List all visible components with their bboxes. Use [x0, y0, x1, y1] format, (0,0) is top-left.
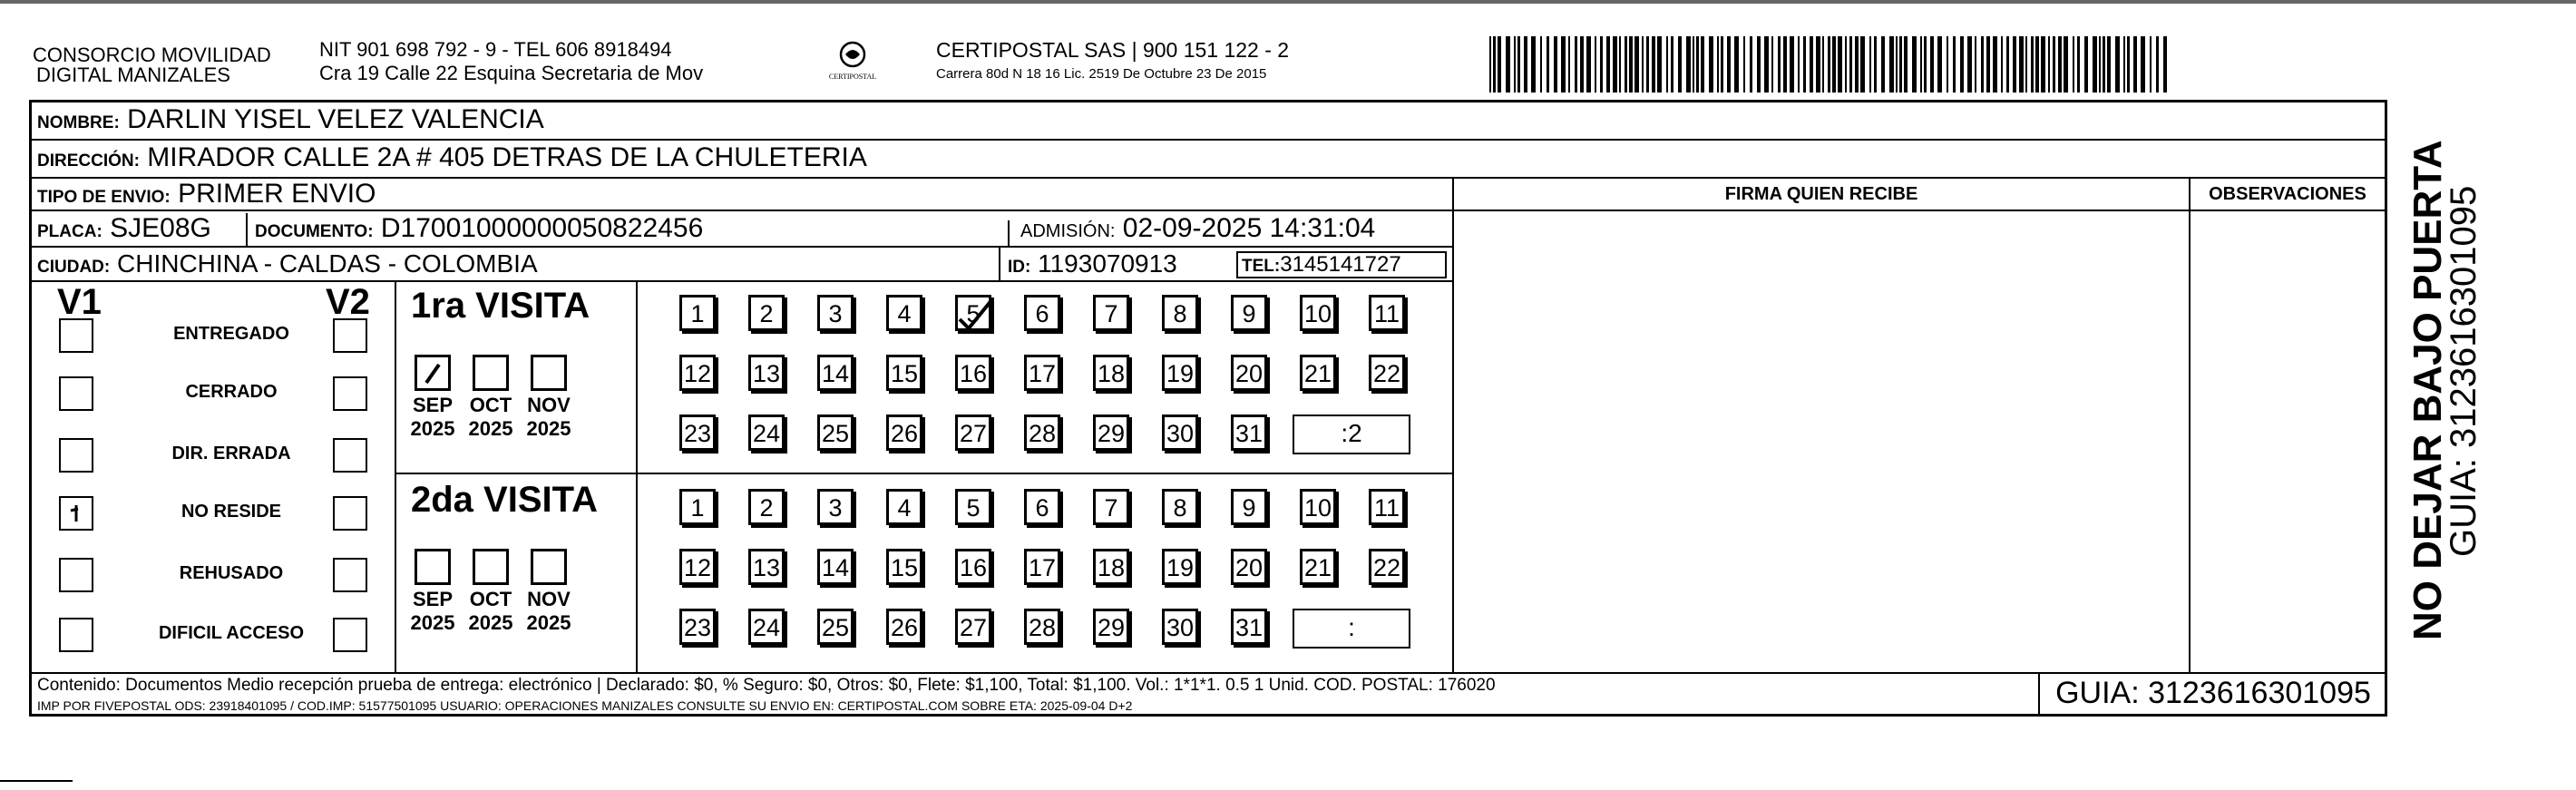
logo-text: CERTIPOSTAL	[828, 73, 877, 81]
v1-checkbox-5[interactable]	[59, 558, 93, 592]
visit1-day-18[interactable]: 18	[1093, 355, 1129, 391]
signature-header: FIRMA QUIEN RECIBE	[1452, 179, 2189, 211]
v2-checkbox-2[interactable]	[333, 376, 367, 411]
visit1-day-13[interactable]: 13	[748, 355, 785, 391]
visit1-day-7[interactable]: 7	[1093, 295, 1129, 331]
visit2-day-20[interactable]: 20	[1231, 549, 1267, 585]
footer-guide: GUIA: 3123616301095	[2055, 676, 2371, 710]
name-label: NOMBRE:	[37, 113, 120, 132]
status-label-5: REHUSADO	[179, 563, 284, 583]
send-type-value: PRIMER ENVIO	[178, 179, 376, 209]
send-type-row	[32, 179, 1452, 211]
name-row	[32, 102, 2385, 141]
observations-header: OBSERVACIONES	[2189, 179, 2385, 211]
visit2-day-11[interactable]: 11	[1369, 489, 1405, 525]
visit1-month-box-nov[interactable]	[531, 355, 567, 391]
visit1-day-10[interactable]: 10	[1300, 295, 1336, 331]
document-value: D17001000000050822456	[380, 213, 704, 243]
visit1-day-19[interactable]: 19	[1162, 355, 1198, 391]
shipping-form	[29, 100, 2387, 717]
v1-checkbox-1[interactable]	[59, 318, 93, 353]
visit1-day-9[interactable]: 9	[1231, 295, 1267, 331]
company-name-line2: DIGITAL MANIZALES	[36, 63, 230, 86]
footer-content-line: Contenido: Documentos Medio recepción prueba de entrega: electrónico | Declarado: $0, % Seguro: $0, Otros: $0, Flete: $1,100, Total: $1,100. Vol.: 1*1*1. 0.5 1 Unid. COD. POSTAL: 176020	[37, 676, 1496, 695]
visit1-day-11[interactable]: 11	[1369, 295, 1405, 331]
visit1-day-25[interactable]: 25	[817, 415, 854, 451]
visit2-month-box-oct[interactable]	[473, 549, 509, 585]
footer-print-line: IMP POR FIVEPOSTAL ODS: 23918401095 / COD.IMP: 51577501095 USUARIO: OPERACIONES MANIZALES CONSULTE SU ENVIO EN: CERTIPOSTAL.COM SOBRE ETA: 2025-09-04 D+2	[37, 698, 1133, 713]
visit2-day-19[interactable]: 19	[1162, 549, 1198, 585]
status-label-1: ENTREGADO	[173, 324, 289, 344]
visit1-day-20[interactable]: 20	[1231, 355, 1267, 391]
visit1-day-14[interactable]: 14	[817, 355, 854, 391]
visit1-day-31[interactable]: 31	[1231, 415, 1267, 451]
v2-checkbox-3[interactable]	[333, 438, 367, 473]
visit2-day-7[interactable]: 7	[1093, 489, 1129, 525]
carrier-line1: CERTIPOSTAL SAS | 900 151 122 - 2	[936, 38, 1290, 62]
visit1-day-26[interactable]: 26	[886, 415, 922, 451]
tel-label: TEL:	[1242, 257, 1281, 276]
admission-label: ADMISIÓN:	[1020, 221, 1116, 241]
visit2-day-29[interactable]: 29	[1093, 609, 1129, 645]
send-type-label: TIPO DE ENVIO:	[37, 188, 171, 207]
address-label: DIRECCIÓN:	[37, 151, 140, 171]
visit2-day-17[interactable]: 17	[1024, 549, 1060, 585]
visit1-day-5[interactable]: 5	[955, 295, 991, 331]
visit1-day-3[interactable]: 3	[817, 295, 854, 331]
visit1-month-label: SEP	[412, 394, 454, 416]
visit2-day-12[interactable]: 12	[679, 549, 716, 585]
visit2-day-13[interactable]: 13	[748, 549, 785, 585]
cut-line-top	[0, 0, 2576, 4]
visit2-month-box-sep[interactable]	[415, 549, 451, 585]
visit2-day-24[interactable]: 24	[748, 609, 785, 645]
v1-checkbox-6[interactable]	[59, 618, 93, 652]
visit2-day-4[interactable]: 4	[886, 489, 922, 525]
visit1-time-box[interactable]	[1293, 415, 1410, 454]
visit2-day-23[interactable]: 23	[679, 609, 716, 645]
visit2-day-16[interactable]: 16	[955, 549, 991, 585]
v2-header: V2	[326, 282, 370, 322]
visit1-day-12[interactable]: 12	[679, 355, 716, 391]
v1-checkbox-4[interactable]	[59, 496, 93, 531]
visit1-year-label: 2025	[526, 417, 571, 440]
visit1-day-27[interactable]: 27	[955, 415, 991, 451]
barcode	[1489, 36, 2170, 93]
visit1-day-17[interactable]: 17	[1024, 355, 1060, 391]
visit2-day-9[interactable]: 9	[1231, 489, 1267, 525]
visit2-day-15[interactable]: 15	[886, 549, 922, 585]
visit1-day-8[interactable]: 8	[1162, 295, 1198, 331]
visit2-day-6[interactable]: 6	[1024, 489, 1060, 525]
city-label: CIUDAD:	[37, 258, 111, 277]
id-label: ID:	[1008, 258, 1031, 277]
visit1-day-16[interactable]: 16	[955, 355, 991, 391]
second-visit-title: 2da VISITA	[411, 480, 598, 520]
tel-value: 3145141727	[1280, 252, 1401, 277]
visit2-month-label: OCT	[469, 588, 512, 610]
admission-value: 02-09-2025 14:31:04	[1122, 213, 1376, 243]
side-guide: GUIA: 3123616301095	[2444, 185, 2483, 557]
status-label-6: DIFICIL ACCESO	[158, 623, 304, 643]
v2-checkbox-4[interactable]	[333, 496, 367, 531]
visit2-day-30[interactable]: 30	[1162, 609, 1198, 645]
visit2-year-label: 2025	[468, 611, 513, 634]
visit1-day-29[interactable]: 29	[1093, 415, 1129, 451]
visit1-day-23[interactable]: 23	[679, 415, 716, 451]
visit2-day-28[interactable]: 28	[1024, 609, 1060, 645]
visit2-day-10[interactable]: 10	[1300, 489, 1336, 525]
v2-checkbox-1[interactable]	[333, 318, 367, 353]
visit1-day-2[interactable]: 2	[748, 295, 785, 331]
address-line: Cra 19 Calle 22 Esquina Secretaria de Mov	[319, 62, 704, 84]
visit2-day-1[interactable]: 1	[679, 489, 716, 525]
v1-checkbox-3[interactable]	[59, 438, 93, 473]
visit1-time-value: :2	[1341, 419, 1362, 447]
visit2-month-label: NOV	[527, 588, 571, 610]
side-warning: NO DEJAR BAJO PUERTA	[2405, 140, 2450, 640]
city-value: CHINCHINA - CALDAS - COLOMBIA	[117, 249, 538, 278]
visit1-day-4[interactable]: 4	[886, 295, 922, 331]
v1-checkbox-2[interactable]	[59, 376, 93, 411]
visit1-day-15[interactable]: 15	[886, 355, 922, 391]
visit2-day-14[interactable]: 14	[817, 549, 854, 585]
address-row	[32, 141, 2385, 179]
visit2-day-26[interactable]: 26	[886, 609, 922, 645]
plate-row	[32, 211, 1452, 248]
visit1-day-28[interactable]: 28	[1024, 415, 1060, 451]
document-label: DOCUMENTO:	[255, 222, 374, 241]
visit2-day-2[interactable]: 2	[748, 489, 785, 525]
plate-value: SJE08G	[110, 213, 211, 243]
visit1-day-1[interactable]: 1	[679, 295, 716, 331]
visit2-day-31[interactable]: 31	[1231, 609, 1267, 645]
visit1-day-6[interactable]: 6	[1024, 295, 1060, 331]
visit1-day-24[interactable]: 24	[748, 415, 785, 451]
visit2-time-value: :	[1348, 613, 1355, 641]
status-label-2: CERRADO	[185, 382, 278, 402]
company-name-line1: CONSORCIO MOVILIDAD	[33, 44, 271, 66]
visit2-time-box[interactable]	[1293, 609, 1410, 649]
recipient-address: MIRADOR CALLE 2A # 405 DETRAS DE LA CHULETERIA	[147, 142, 867, 172]
visit2-year-label: 2025	[410, 611, 455, 634]
visit1-month-label: NOV	[527, 394, 571, 416]
recipient-name: DARLIN YISEL VELEZ VALENCIA	[127, 104, 544, 134]
visit2-day-27[interactable]: 27	[955, 609, 991, 645]
status-label-4: NO RESIDE	[181, 502, 282, 522]
visit2-day-18[interactable]: 18	[1093, 549, 1129, 585]
visit2-day-5[interactable]: 5	[955, 489, 991, 525]
visit2-day-25[interactable]: 25	[817, 609, 854, 645]
visit2-day-21[interactable]: 21	[1300, 549, 1336, 585]
nit-line: NIT 901 698 792 - 9 - TEL 606 8918494	[319, 38, 672, 61]
visit1-month-label: OCT	[469, 394, 512, 416]
visit1-year-label: 2025	[468, 417, 513, 440]
visit1-day-22[interactable]: 22	[1369, 355, 1405, 391]
visit2-month-label: SEP	[412, 588, 454, 610]
status-label-3: DIR. ERRADA	[171, 444, 291, 463]
v2-checkbox-6[interactable]	[333, 618, 367, 652]
certipostal-logo	[825, 38, 880, 93]
cut-line-left	[0, 780, 73, 782]
visit2-day-22[interactable]: 22	[1369, 549, 1405, 585]
plate-label: PLACA:	[37, 222, 102, 241]
id-value: 1193070913	[1038, 249, 1177, 278]
visit2-month-box-nov[interactable]	[531, 549, 567, 585]
carrier-line2: Carrera 80d N 18 16 Lic. 2519 De Octubre 23 De 2015	[936, 66, 1267, 82]
city-row	[32, 248, 1452, 282]
first-visit-title: 1ra VISITA	[411, 286, 590, 326]
visit1-month-box-oct[interactable]	[473, 355, 509, 391]
visit2-day-8[interactable]: 8	[1162, 489, 1198, 525]
visit2-year-label: 2025	[526, 611, 571, 634]
visit1-day-21[interactable]: 21	[1300, 355, 1336, 391]
visit1-month-box-sep[interactable]	[415, 355, 451, 391]
v1-header: V1	[57, 282, 102, 322]
visit1-day-30[interactable]: 30	[1162, 415, 1198, 451]
visit1-year-label: 2025	[410, 417, 455, 440]
v2-checkbox-5[interactable]	[333, 558, 367, 592]
visit2-day-3[interactable]: 3	[817, 489, 854, 525]
